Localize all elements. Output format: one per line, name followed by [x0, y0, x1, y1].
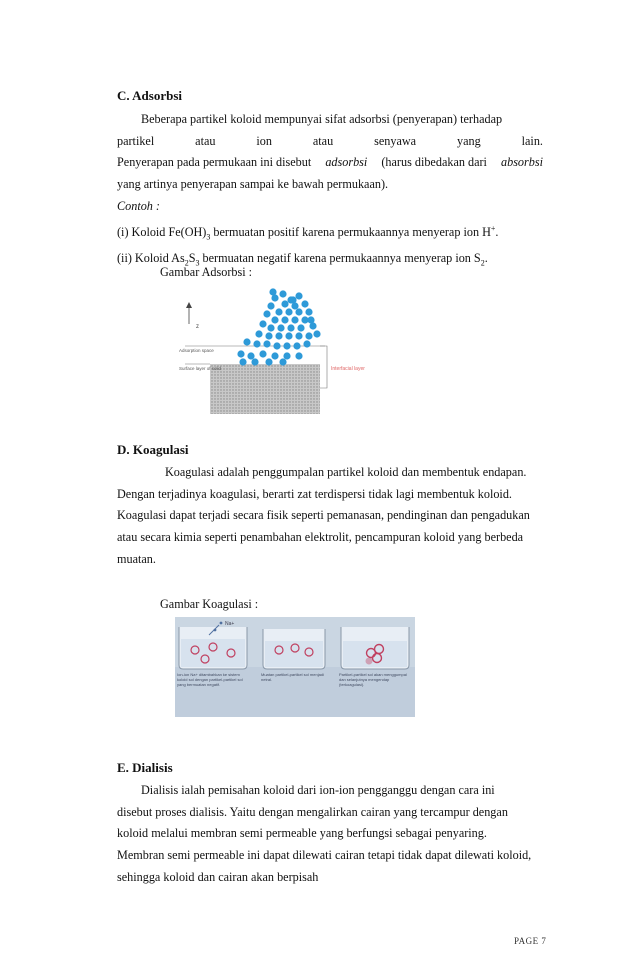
- example-1: [117, 218, 543, 248]
- word: ion: [256, 133, 272, 148]
- colloid-particle: [269, 288, 276, 295]
- colloid-particle: [295, 308, 302, 315]
- colloid-particle: [273, 342, 280, 349]
- colloid-particle: [279, 290, 286, 297]
- colloid-particle: [291, 316, 298, 323]
- contoh-label: Contoh :: [117, 198, 160, 213]
- text-segment: (ii) Koloid As: [117, 250, 185, 265]
- section-d-line-5: muatan.: [117, 551, 156, 566]
- text-segment: Penyerapan pada permukaan ini disebut: [117, 155, 312, 170]
- section-d-body: [117, 462, 543, 571]
- koagulasi-caption: Gambar Koagulasi :: [160, 597, 259, 611]
- section-d-line-2: Dengan terjadinya koagulasi, berarti zat terdispersi tidak lagi membentuk koloid.: [117, 486, 512, 501]
- colloid-particle: [275, 308, 282, 315]
- colloid-particle: [295, 352, 302, 359]
- section-e-line-5: sehingga koloid dan cairan akan berpisah: [117, 869, 319, 884]
- colloid-particle: [281, 316, 288, 323]
- colloid-particle: [301, 300, 308, 307]
- interfacial-layer-label: Interfacial layer: [331, 366, 365, 372]
- section-d-heading: D. Koagulasi: [117, 442, 189, 457]
- beaker-2: [263, 629, 325, 669]
- coag-caption-2: [261, 672, 327, 716]
- term-absorbsi: absorbsi: [501, 155, 543, 170]
- coag-caption-2-text: Muatan partikel-partikel sol menjadi netral.: [261, 672, 324, 682]
- colloid-particle: [285, 332, 292, 339]
- coag-caption-3-text: Partikel-partikel sol akan menggumpal dan selanjutnya mengendap (terkoagulasi).: [339, 672, 407, 687]
- section-e-body: [117, 780, 543, 889]
- colloid-particle: [287, 324, 294, 331]
- colloid-particle: [277, 324, 284, 331]
- colloid-particle: [267, 302, 274, 309]
- colloid-particle: [289, 296, 296, 303]
- colloid-particle: [275, 332, 282, 339]
- word: atau: [312, 133, 334, 148]
- superscript: +: [490, 223, 496, 233]
- colloid-particle: [305, 308, 312, 315]
- colloid-particle: [293, 342, 300, 349]
- subscript: 3: [195, 258, 200, 268]
- colloid-particle: [253, 340, 260, 347]
- adsorption-space-label: Adsorption space: [179, 348, 214, 353]
- section-c-line-1: Beberapa partikel koloid mempunyai sifat adsorbsi (penyerapan) terhadap: [141, 112, 503, 126]
- colloid-particle: [303, 340, 310, 347]
- colloid-particle: [265, 332, 272, 339]
- colloid-particle: [313, 330, 320, 337]
- section-d-line-3: Koagulasi dapat terjadi secara fisik seperti pemanasan, pendinginan dan pengadukan: [117, 508, 530, 523]
- beaker-1: [179, 622, 247, 669]
- colloid-particle: [285, 308, 292, 315]
- colloid-particle: [239, 358, 246, 365]
- text-segment: .: [495, 224, 499, 239]
- section-e-heading: E. Dialisis: [117, 760, 173, 775]
- subscript: 2: [184, 258, 189, 268]
- colloid-particle: [251, 358, 258, 365]
- text-segment: .: [484, 250, 488, 265]
- surface-layer-label: Surface layer of solid: [179, 366, 222, 371]
- colloid-particle: [267, 324, 274, 331]
- colloid-particle: [263, 310, 270, 317]
- section-e-line-3: koloid melalui membran semi permeable yang berfungsi sebagai penyaring.: [117, 826, 487, 841]
- colloid-particle: [297, 324, 304, 331]
- coagulation-figure: [175, 617, 415, 717]
- section-c-body: [117, 109, 543, 274]
- section-d-line-1: Koagulasi adalah penggumpalan partikel koloid dan membentuk endapan.: [165, 465, 527, 479]
- word: atau: [195, 133, 216, 148]
- text-segment: bermuatan positif karena permukaannya menyerap ion H: [210, 224, 491, 239]
- section-e-line-2: disebut proses dialisis. Yaitu dengan mengalirkan cairan yang tercampur dengan: [117, 804, 508, 819]
- section-c-line-4: yang artinya penyerapan sampai ke bawah permukaan).: [117, 177, 389, 192]
- section-c-line-2: [117, 131, 543, 153]
- page-number: PAGE 7: [514, 936, 547, 946]
- term-adsorbsi: adsorbsi: [325, 155, 368, 170]
- word: lain.: [521, 133, 543, 148]
- colloid-particle: [271, 352, 278, 359]
- colloid-particle: [305, 332, 312, 339]
- colloid-particle: [237, 350, 244, 357]
- text-segment: (i) Koloid Fe(OH): [117, 224, 207, 239]
- coag-caption-3: [339, 672, 411, 716]
- colloid-particle: [243, 338, 250, 345]
- coag-caption-1-text: Ion-ion Na+ ditambahkan ke sistem koloid sol dengan partikel-partikel sol yang bermuatan negatif.: [177, 672, 243, 687]
- colloid-particle: [283, 342, 290, 349]
- colloid-particle: [307, 316, 314, 323]
- colloid-particle: [265, 358, 272, 365]
- colloid-particle: [259, 320, 266, 327]
- colloid-particle: [271, 316, 278, 323]
- section-d-line-4: atau secara kimia seperti penambahan elektrolit, pencampuran koloid yang berbeda: [117, 530, 524, 545]
- section-e-line-4: Membran semi permeable ini dapat dilewati cairan tetapi tidak dapat dilewati koloid,: [117, 848, 532, 863]
- solid-surface: [210, 364, 320, 414]
- colloid-particle: [295, 292, 302, 299]
- colloid-particle: [263, 340, 270, 347]
- subscript: 2: [480, 258, 485, 268]
- text-segment: (harus dibedakan dari: [381, 155, 487, 170]
- section-e-line-1: Dialisis ialah pemisahan koloid dari ion-ion pengganggu dengan cara ini: [141, 783, 495, 797]
- colloid-particle: [295, 332, 302, 339]
- adsorbsi-caption: Gambar Adsorbsi :: [160, 265, 253, 279]
- colloid-particle: [281, 300, 288, 307]
- text-segment: S: [188, 250, 196, 265]
- subscript: 3: [206, 232, 211, 242]
- word: partikel: [117, 133, 155, 148]
- coag-caption-1: [177, 672, 249, 716]
- na-ion-label: Na+: [225, 621, 235, 627]
- word: yang: [457, 133, 481, 148]
- colloid-particle: [279, 358, 286, 365]
- word: senyawa: [374, 133, 417, 148]
- colloid-particle: [247, 352, 254, 359]
- text-segment: bermuatan negatif karena permukaannya menyerap ion S: [199, 250, 481, 265]
- section-c-line-3: [117, 152, 543, 174]
- colloid-particle: [255, 330, 262, 337]
- adsorption-figure: [175, 284, 390, 416]
- colloid-particle: [283, 352, 290, 359]
- colloid-particle: [259, 350, 266, 357]
- beaker-3: [341, 627, 409, 669]
- section-c-heading: C. Adsorbsi: [117, 88, 183, 103]
- z-label: z: [196, 324, 199, 330]
